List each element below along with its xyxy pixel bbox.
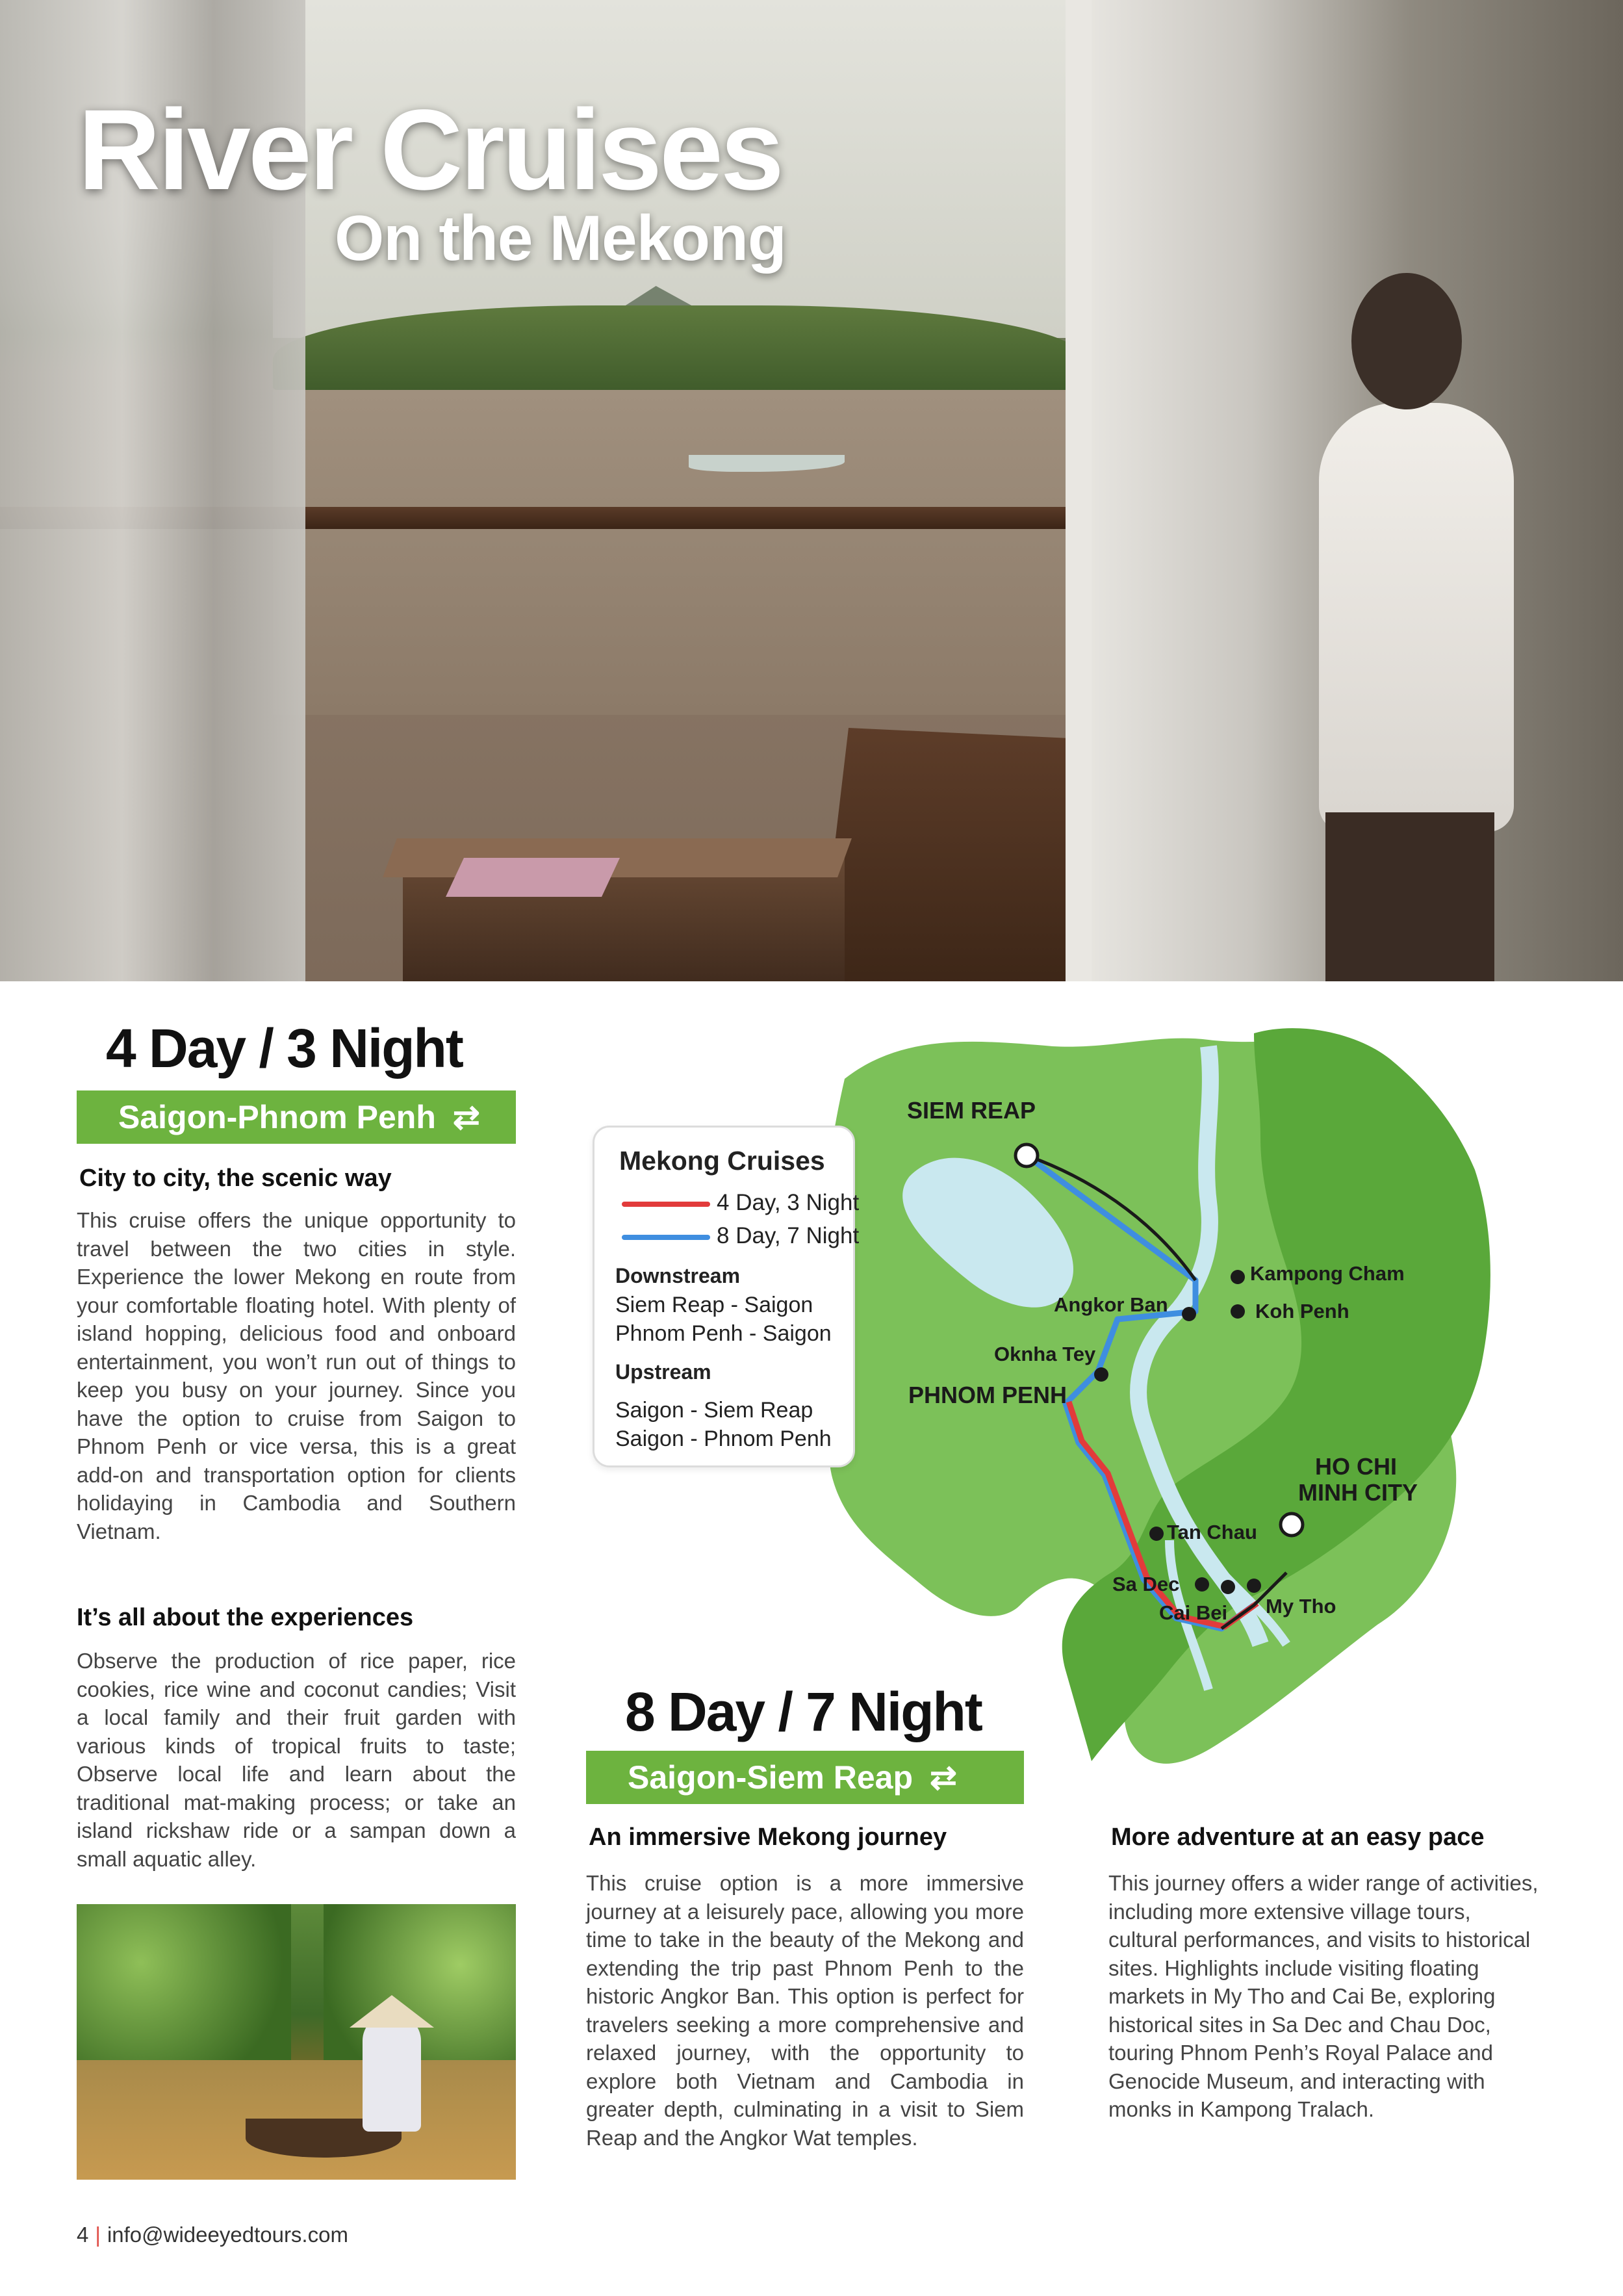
page-title: River Cruises [78, 86, 782, 214]
legend-blue-line [622, 1235, 710, 1240]
stop-hcmc [1281, 1514, 1303, 1536]
rower [363, 2015, 421, 2132]
canal-sampan-photo [77, 1904, 516, 2180]
duration-heading-short: 4 Day / 3 Night [106, 1018, 463, 1079]
pink-notebook [446, 858, 620, 897]
map-legend [593, 1126, 860, 1467]
page-footer [77, 2223, 348, 2247]
label-tan-chau: Tan Chau [1167, 1521, 1257, 1543]
route-label-short: Saigon-Phnom Penh [118, 1099, 436, 1135]
legend-downstream-label: Downstream [615, 1264, 741, 1287]
label-hcmc-line2: MINH CITY [1298, 1479, 1418, 1506]
riverbank-trees [273, 305, 1085, 396]
stop-angkor-ban [1182, 1307, 1196, 1321]
stop-kampong-cham [1231, 1270, 1245, 1284]
section-heading-adventure: More adventure at an easy pace [1111, 1824, 1485, 1851]
label-angkor-ban: Angkor Ban [1054, 1293, 1168, 1316]
stop-koh-penh [1231, 1304, 1245, 1319]
section-heading-immersive: An immersive Mekong journey [589, 1824, 947, 1851]
label-hcmc-line1: HO CHI [1315, 1453, 1397, 1480]
legend-title: Mekong Cruises [619, 1146, 825, 1176]
legend-blue-label: 8 Day, 7 Night [717, 1223, 860, 1248]
label-cai-bei: Cai Bei [1159, 1601, 1228, 1624]
section-text-immersive: This cruise option is a more immersive journey at a leisurely pace, allowing you more time to take in the beauty of the Mekong and extending the trip past Phnom Penh to the historic Angkor Ban. This option is perfect for travelers seeking a more comprehensive and relaxed journey, with the opportunity to explore both Vietnam and Cambodia in greater depth, culminating in a visit to Siem Reap and the Angkor Wat temples. [586, 1871, 1024, 2150]
duration-heading-long: 8 Day / 7 Night [625, 1681, 982, 1742]
footer-email-link[interactable]: info@wideeyedtours.com [107, 2223, 348, 2247]
section-heading-scenic: City to city, the scenic way [79, 1165, 392, 1192]
round-trip-arrows-icon: ⇄ [452, 1099, 480, 1135]
label-koh-penh: Koh Penh [1255, 1300, 1349, 1322]
footer-separator: | [95, 2223, 101, 2247]
route-bar-short [77, 1090, 516, 1144]
stop-oknha-tey [1094, 1367, 1108, 1382]
stop-siem-reap [1016, 1144, 1038, 1167]
stop-my-tho [1247, 1579, 1261, 1593]
woman-head [1351, 273, 1462, 409]
section-text-experiences: Observe the production of rice paper, rice cookies, rice wine and coconut candies; Visit a local family and their fruit garden with various kinds of tropical fruits to taste; Observe local life and learn about the traditional mat-making process; or take an island rickshaw ride or a sampan down a small aquatic alley. [77, 1649, 516, 1871]
stop-cai-bei [1221, 1580, 1235, 1594]
label-my-tho: My Tho [1266, 1595, 1336, 1618]
legend-upstream-item: Saigon - Siem Reap [615, 1398, 813, 1423]
stop-sa-dec [1195, 1577, 1209, 1592]
woman-trousers [1325, 812, 1494, 981]
page-number: 4 [77, 2223, 89, 2247]
route-bar-long [586, 1751, 1024, 1804]
legend-upstream-item: Saigon - Phnom Penh [615, 1426, 832, 1451]
river [273, 390, 1085, 715]
stop-tan-chau [1149, 1527, 1164, 1541]
label-kampong-cham: Kampong Cham [1250, 1262, 1405, 1285]
label-phnom-penh: PHNOM PENH [908, 1382, 1067, 1408]
route-label-long: Saigon-Siem Reap [628, 1759, 913, 1796]
woman-opening-curtain [1319, 403, 1514, 832]
legend-upstream-label: Upstream [615, 1360, 711, 1384]
legend-downstream-item: Phnom Penh - Saigon [615, 1321, 832, 1346]
section-text-adventure: This journey offers a wider range of activities, including more extensive village tours, cultural performances, and visits to historical sites. Highlights include visiting floating markets in My Tho and Cai Be, exploring historical sites in Sa Dec and Chau Doc, touring Phnom Penh’s Royal Palace and Genocide Museum, and interacting with monks in Kampong Tralach. [1108, 1871, 1539, 2121]
label-sa-dec: Sa Dec [1112, 1573, 1180, 1595]
legend-red-line [622, 1202, 710, 1207]
label-siem-reap: SIEM REAP [907, 1097, 1036, 1124]
legend-red-label: 4 Day, 3 Night [717, 1190, 860, 1215]
legend-downstream-item: Siem Reap - Saigon [615, 1293, 813, 1317]
section-heading-experiences: It’s all about the experiences [77, 1604, 414, 1631]
round-trip-arrows-icon: ⇄ [930, 1759, 957, 1796]
section-text-scenic: This cruise offers the unique opportunity to travel between the two cities in style. Experience the lower Mekong en route from your comfortable floating hotel. With plenty of island hopping, delicious food and onboard entertainment, you won’t run out of things to keep you busy on your journey. Since you have the option to cruise from Saigon to Phnom Penh or vice versa, this is a great add-on and transportation option for clients holidaying in Cambodia and Southern Vietnam. [77, 1208, 516, 1543]
label-oknha-tey: Oknha Tey [994, 1343, 1096, 1365]
page-subtitle: On the Mekong [335, 202, 786, 274]
